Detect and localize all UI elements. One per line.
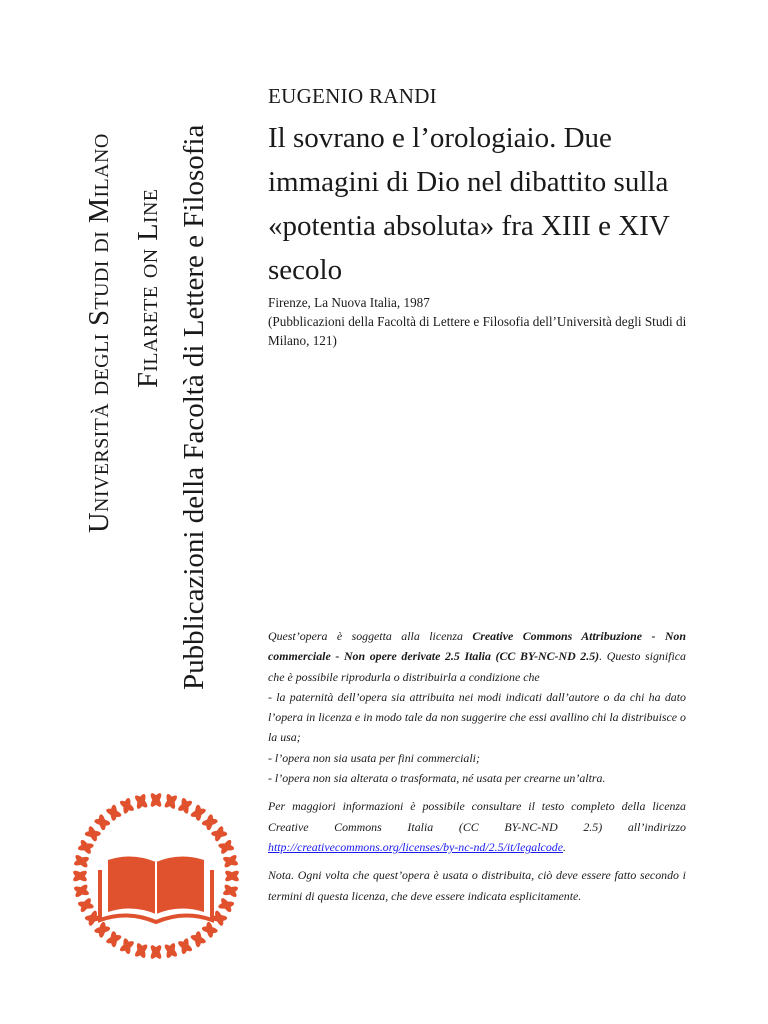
publication-info	[268, 293, 708, 350]
license-link[interactable]: http://creativecommons.org/licenses/by-nc-nd/2.5/it/legalcode	[268, 839, 563, 854]
imprint: Firenze, La Nuova Italia, 1987	[268, 295, 430, 310]
more-info-paragraph: Per maggiori informazioni è possibile consultare il testo completo della licenza Creative Commons Italia (CC BY-NC-ND 2.5) all’indirizzo http://creativecommons.org/licenses/by-nc-nd/2.5/it/legalcode.	[268, 799, 686, 854]
series-name: Filarete on Line	[133, 188, 164, 388]
faculty-publications-label: Pubblicazioni della Facoltà di Lettere e Filosofia	[178, 124, 210, 690]
license-note: Nota. Ogni volta che quest’opera è usata o distribuita, ciò deve essere fatto secondo i termini di questa licenza, che deve essere indicata esplicitamente.	[268, 868, 686, 903]
series-note: (Pubblicazioni della Facoltà di Lettere e Filosofia dell’Università degli Studi di Milano, 121)	[268, 314, 687, 348]
book-title: Il sovrano e l’orologiaio. Due immagini di Dio nel dibattito sulla «potentia absoluta» fra XIII e XIV secolo	[268, 122, 670, 286]
author-name: EUGENIO RANDI	[268, 84, 437, 108]
open-book-laurel-wreath-icon	[70, 790, 242, 962]
license-name: Creative Commons Attribuzione - Non commerciale - Non opere derivate 2.5 Italia (CC BY-NC-ND 2.5)	[268, 629, 686, 664]
license-intro-paragraph: Quest’opera è soggetta alla licenza Creative Commons Attribuzione - Non commerciale - Non opere derivate 2.5 Italia (CC BY-NC-ND 2.5). Questo significa che è possibile riprodurla o distribuirla a condizione che	[268, 629, 687, 684]
license-condition: - l’opera non sia alterata o trasformata, né usata per crearne un’altra.	[268, 771, 606, 786]
license-condition: - l’opera non sia usata per fini commerciali;	[268, 750, 480, 765]
license-condition: - la paternità dell’opera sia attribuita nei modi indicati dall’autore o da chi ha dato l’opera in licenza e in modo tale da non suggerire che essi avallino chi la distribuisce o la usa;	[268, 689, 686, 745]
university-name: Università degli Studi di Milano	[84, 133, 115, 533]
license-notice	[268, 626, 686, 906]
